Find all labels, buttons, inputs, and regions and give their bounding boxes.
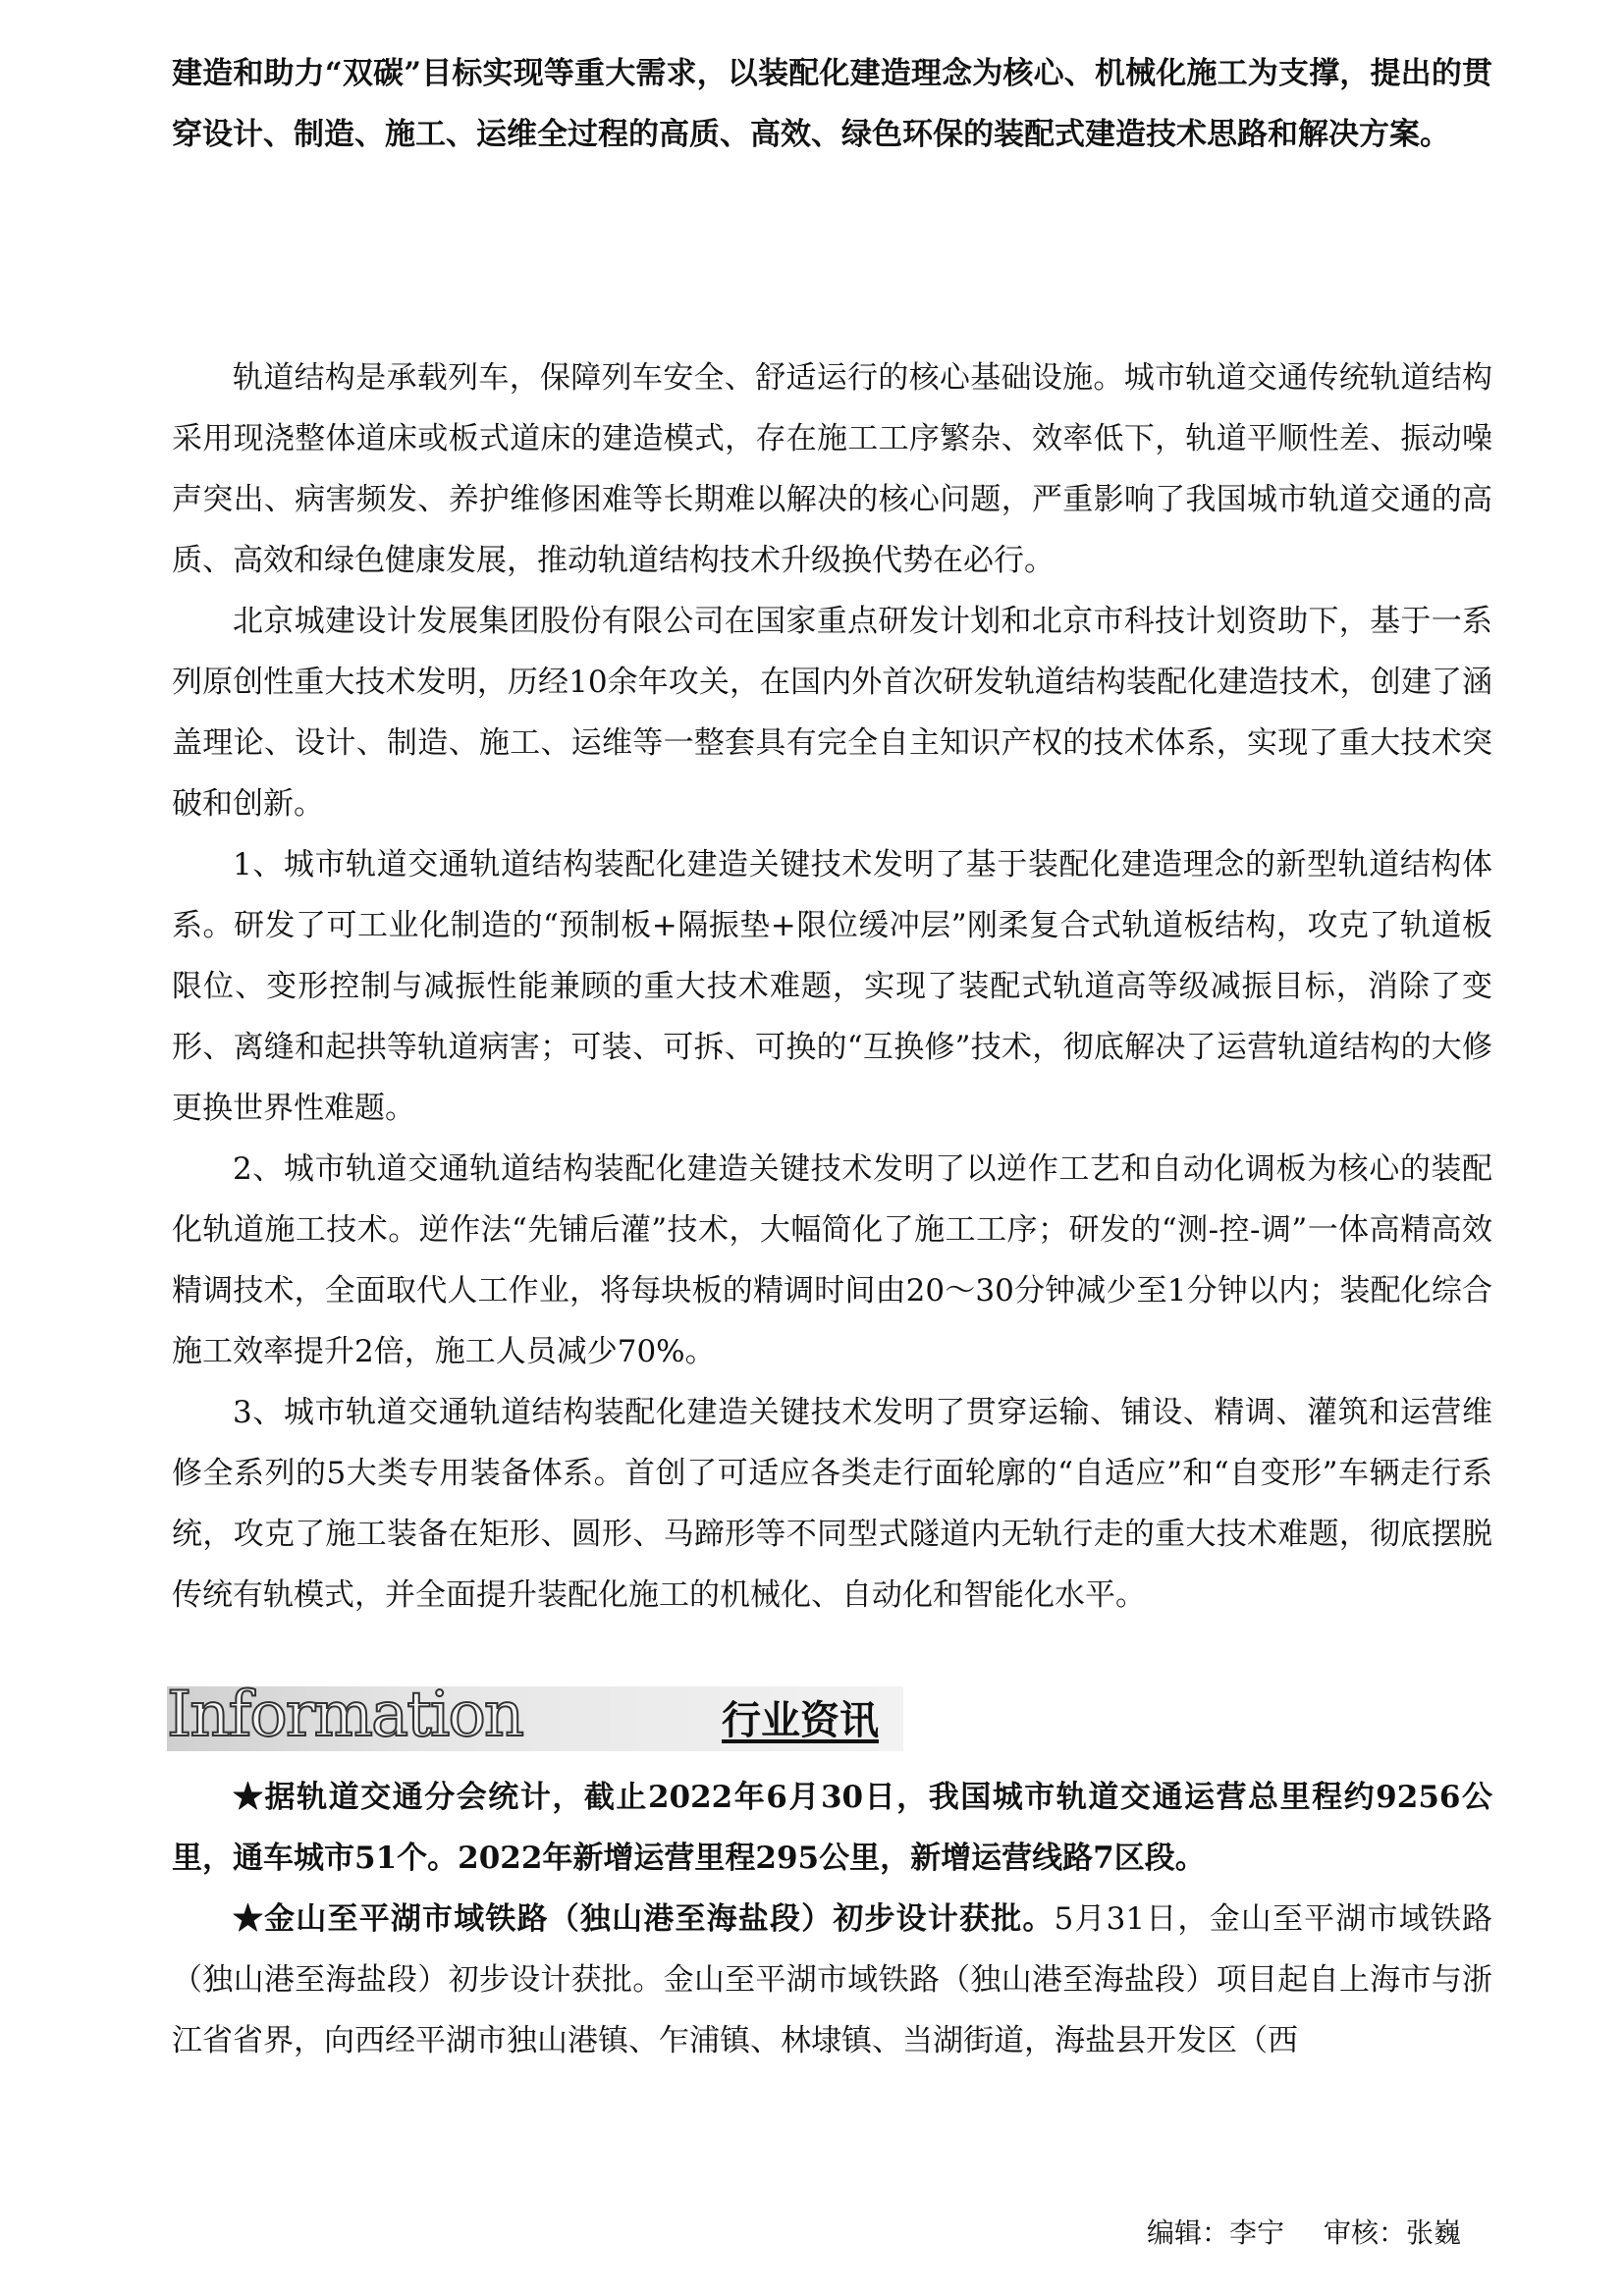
paragraph-point-3: 3、城市轨道交通轨道结构装配化建造关键技术发明了贯穿运输、铺设、精调、灌筑和运营维修全系列的5大类专用装备体系。首创了可适应各类走行面轮廓的“自适应”和“自变形”车辆走行系统，攻克了施工装备在矩形、圆形、马蹄形等不同型式隧道内无轨行走的重大技术难题，彻底摆脱传统有轨模式，并全面提升装配化施工的机械化、自动化和智能化水平。: [172, 1395, 1492, 1613]
section-title: 行业资讯: [722, 1697, 879, 1743]
news-headline: ★金山至平湖市域铁路（独山港至海盐段）初步设计获批。: [233, 1901, 1055, 1937]
paragraph-track-structure: 轨道结构是承载列车，保障列车安全、舒适运行的核心基础设施。城市轨道交通传统轨道结构采用现浇整体道床或板式道床的建造模式，存在施工工序繁杂、效率低下，轨道平顺性差、振动噪声突出、病害频发、养护维修困难等长期难以解决的核心问题，严重影响了我国城市轨道交通的高质、高效和绿色健康发展，推动轨道结构技术升级换代势在必行。: [172, 360, 1492, 578]
paragraph-company: 北京城建设计发展集团股份有限公司在国家重点研发计划和北京市科技计划资助下，基于一系列原创性重大技术发明，历经10余年攻关，在国内外首次研发轨道结构装配化建造技术，创建了涵盖理论、设计、制造、施工、运维等一整套具有完全自主知识产权的技术体系，实现了重大技术突破和创新。: [172, 604, 1492, 822]
news-list: [172, 1767, 1492, 2071]
body-text: [172, 347, 1492, 1626]
paragraph-point-1: 1、城市轨道交通轨道结构装配化建造关键技术发明了基于装配化建造理念的新型轨道结构体系。研发了可工业化制造的“预制板+隔振垫+限位缓冲层”刚柔复合式轨道板结构，攻克了轨道板限位、变形控制与减振性能兼顾的重大技术难题，实现了装配式轨道高等级减振目标，消除了变形、离缝和起拱等轨道病害；可装、可拆、可换的“互换修”技术，彻底解决了运营轨道结构的大修更换世界性难题。: [172, 847, 1492, 1126]
intro-paragraph: 建造和助力“双碳”目标实现等重大需求，以装配化建造理念为核心、机械化施工为支撑，提出的贯穿设计、制造、施工、运维全过程的高质、高效、绿色环保的装配式建造技术思路和解决方案。: [172, 56, 1492, 152]
footer-credits: [1147, 2214, 1500, 2253]
news-item-statistics: ★据轨道交通分会统计，截止2022年6月30日，我国城市轨道交通运营总里程约9256公里，通车城市51个。2022年新增运营里程295公里，新增运营线路7区段。: [172, 1780, 1492, 1876]
news-body: 5月31日，金山至平湖市域铁路（独山港至海盐段）初步设计获批。金山至平湖市域铁路（独山港至海盐段）项目起自上海市与浙江省省界，向西经平湖市独山港镇、乍浦镇、林埭镇、当湖街道，海盐县开发区（西: [172, 1901, 1493, 2058]
section-header-word: Information: [167, 1679, 523, 1751]
news-item-jinshan: [172, 1889, 1492, 2071]
editor-credit: 编辑：李宁: [1147, 2216, 1285, 2249]
reviewer-credit: 审核：张巍: [1324, 2216, 1462, 2249]
paragraph-point-2: 2、城市轨道交通轨道结构装配化建造关键技术发明了以逆作工艺和自动化调板为核心的装配化轨道施工技术。逆作法“先铺后灌”技术，大幅简化了施工工序；研发的“测-控-调”一体高精高效精调技术，全面取代人工作业，将每块板的精调时间由20～30分钟减少至1分钟以内；装配化综合施工效率提升2倍，施工人员减少70%。: [172, 1151, 1492, 1369]
